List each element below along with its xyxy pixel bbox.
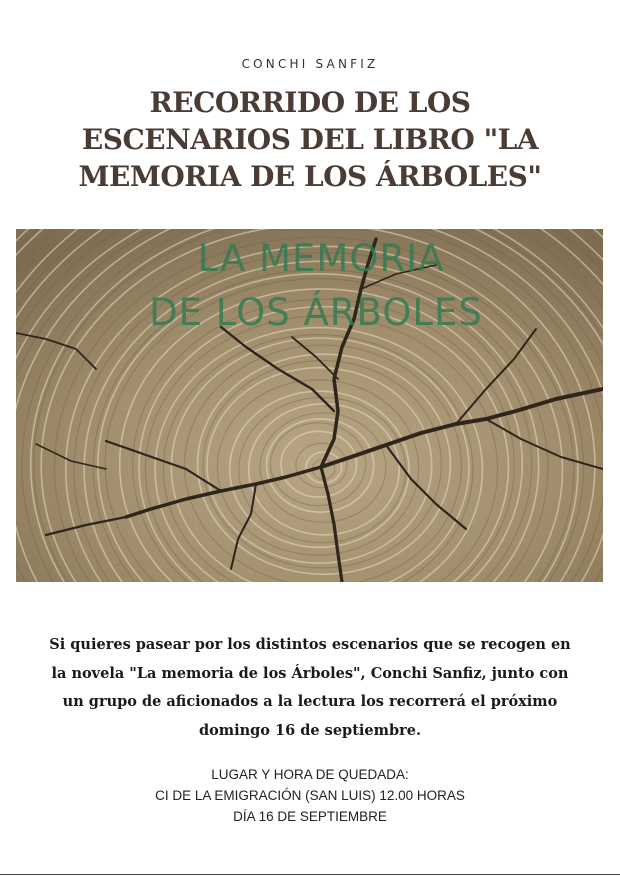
- title-line: RECORRIDO DE LOS: [149, 86, 471, 119]
- meeting-place-time: CI DE LA EMIGRACIÓN (SAN LUIS) 12.00 HORAS: [155, 788, 465, 803]
- tree-rings-image: [16, 229, 603, 582]
- description-line: la novela "La memoria de los Árboles", Conchi Sanfiz, junto con: [51, 664, 569, 682]
- title-line: ESCENARIOS DEL LIBRO "LA: [81, 123, 539, 156]
- tree-rings-photo: [16, 229, 603, 582]
- bottom-rule: [0, 874, 620, 875]
- description-line: Si quieres pasear por los distintos escenarios que se recogen en: [49, 636, 571, 653]
- poster-title: [40, 84, 580, 195]
- image-title-line: LA MEMORIA: [197, 237, 445, 280]
- description-line: un grupo de aficionados a la lectura los recorrerá el próximo: [62, 693, 558, 710]
- description-line: domingo 16 de septiembre.: [198, 721, 422, 739]
- meeting-heading: LUGAR Y HORA DE QUEDADA:: [211, 767, 409, 782]
- image-title-line: DE LOS ÁRBOLES: [149, 291, 483, 334]
- meeting-date: DÍA 16 DE SEPTIEMBRE: [233, 809, 387, 824]
- description-paragraph: [30, 631, 590, 745]
- meeting-info: [0, 764, 620, 827]
- title-line: MEMORIA DE LOS ÁRBOLES": [78, 160, 542, 193]
- author-name: CONCHI SANFIZ: [241, 57, 379, 71]
